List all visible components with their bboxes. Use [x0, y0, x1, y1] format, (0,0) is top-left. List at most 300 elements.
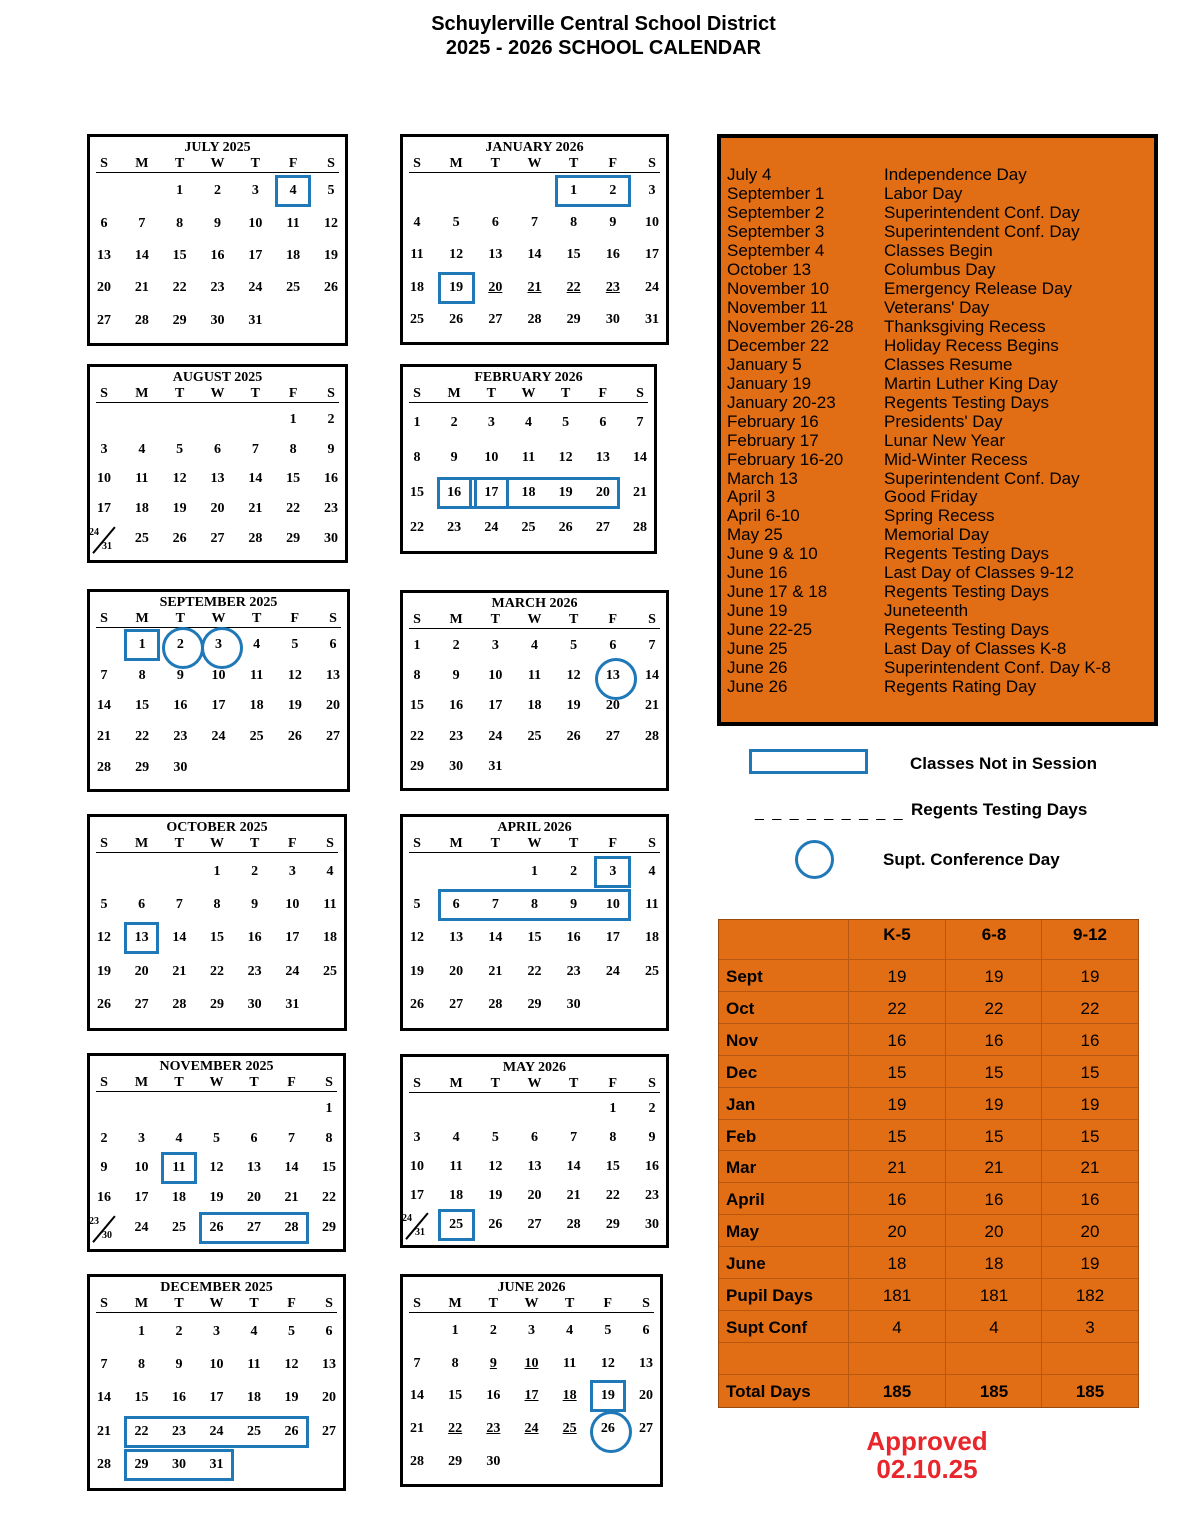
day-cell: 6: [138, 897, 146, 913]
week-row: [403, 210, 666, 236]
day-cell: 24: [209, 1423, 224, 1439]
day-cell: 23: [210, 280, 225, 296]
day-cell: 10: [248, 215, 263, 231]
day-cell: 6: [250, 1130, 258, 1146]
holiday-name: Veterans' Day: [884, 297, 990, 317]
day-cell: 17: [285, 930, 300, 946]
weekday-header: [90, 611, 347, 627]
day-cell: 9: [251, 897, 259, 913]
holiday-name: Superintendent Conf. Day: [884, 468, 1080, 488]
day-cell: 11: [250, 667, 264, 683]
weekday-label: T: [490, 1076, 500, 1091]
month-calendar: [87, 364, 348, 563]
conference-day-cell: 26: [591, 1416, 625, 1442]
day-cell: 1: [413, 414, 421, 430]
weekday-rule: [409, 852, 660, 853]
week-row: [90, 437, 345, 463]
week-row: [403, 892, 666, 918]
weekday-label: W: [527, 156, 542, 171]
weekday-label: S: [636, 386, 644, 401]
day-cell: 1: [325, 1100, 333, 1116]
day-cell: 30: [247, 997, 262, 1013]
table-row-label: Nov: [726, 1031, 759, 1050]
table-cell: 185: [882, 1382, 912, 1401]
day-cell: 28: [527, 311, 542, 327]
day-cell: 23: [173, 729, 188, 745]
table-cell: 21: [984, 1158, 1004, 1177]
day-cell: 20: [322, 1390, 336, 1406]
day-cell: 7: [138, 215, 146, 231]
table-row-label: June: [726, 1254, 766, 1273]
day-number: 24: [402, 1212, 412, 1224]
day-cell: 25: [249, 729, 264, 745]
no-school-box: [199, 1212, 310, 1244]
weekday-label: T: [174, 1296, 184, 1311]
day-cell: 17: [524, 1388, 539, 1404]
day-cell: 10: [134, 1160, 149, 1176]
week-row: [90, 693, 347, 719]
day-cell: 2: [251, 863, 259, 879]
day-cell: 7: [175, 897, 183, 913]
weekday-label: W: [209, 1296, 224, 1311]
day-cell: 5: [491, 1130, 499, 1146]
day-cell: 12: [97, 930, 111, 946]
table-cell: 15: [1080, 1127, 1100, 1146]
day-cell: 14: [284, 1160, 299, 1176]
day-cell: 21: [284, 1190, 299, 1206]
day-cell: 7: [531, 215, 538, 231]
day-cell: 14: [248, 471, 263, 487]
day-cell: 13: [247, 1160, 261, 1176]
day-cell: 21: [97, 729, 111, 745]
month-name: MARCH 2026: [491, 596, 578, 611]
day-cell: 26: [172, 531, 187, 547]
day-cell: 16: [97, 1190, 111, 1206]
day-cell: 20: [97, 280, 111, 296]
holiday-name: Superintendent Conf. Day K-8: [884, 658, 1111, 678]
day-cell: 14: [527, 247, 542, 263]
weekday-label: T: [488, 1296, 498, 1311]
day-cell: 22: [134, 1423, 149, 1439]
week-row: [90, 859, 344, 885]
legend-circle-swatch: [795, 840, 834, 879]
day-cell: 15: [410, 484, 424, 500]
approved-stamp: [827, 1427, 1027, 1483]
day-cell: 12: [566, 668, 581, 684]
day-cell: 16: [173, 698, 188, 714]
table-cell: 15: [887, 1127, 907, 1146]
day-cell: 29: [322, 1220, 336, 1236]
day-cell: 8: [325, 1130, 333, 1146]
day-cell: 25: [521, 519, 536, 535]
weekday-header: [403, 836, 666, 852]
day-cell: 25: [562, 1421, 577, 1437]
weekday-label: W: [210, 836, 224, 851]
day-cell: 4: [525, 414, 532, 430]
day-cell: 4: [326, 863, 334, 879]
month-name: MAY 2026: [502, 1060, 567, 1075]
week-row: [403, 1183, 666, 1209]
day-cell: 7: [636, 414, 644, 430]
day-cell: 17: [211, 698, 226, 714]
month-calendar: [400, 590, 669, 791]
table-cell: 19: [1080, 1254, 1100, 1273]
day-cell: 26: [324, 280, 338, 296]
day-cell: 7: [413, 1355, 421, 1371]
day-cell: 25: [286, 280, 301, 296]
weekday-label: W: [210, 386, 225, 401]
table-cell: [848, 1348, 946, 1372]
day-cell: 7: [570, 1130, 578, 1146]
weekday-label: M: [449, 612, 463, 627]
table-cell: 185: [979, 1382, 1009, 1401]
table-cell: 3: [1085, 1318, 1095, 1337]
day-cell: 27: [326, 729, 340, 745]
holiday-date: March 13: [727, 468, 798, 488]
weekday-label: T: [174, 386, 185, 401]
holiday-name: Holiday Recess Begins: [884, 335, 1059, 355]
day-cell: 5: [413, 897, 421, 913]
day-cell: 2: [648, 1101, 656, 1117]
table-row-label: Feb: [726, 1127, 757, 1146]
day-cell: 10: [488, 668, 503, 684]
day-cell: 1: [213, 863, 221, 879]
day-cell: 24: [488, 728, 503, 744]
day-cell: 3: [100, 441, 108, 457]
holiday-date: November 10: [727, 278, 830, 298]
week-row: [90, 755, 347, 781]
day-cell: 12: [287, 667, 302, 683]
day-cell: 15: [134, 1390, 149, 1406]
day-cell: 8: [531, 897, 538, 913]
day-cell: 6: [531, 1130, 538, 1146]
day-cell: 20: [639, 1388, 653, 1404]
month-calendar: [400, 134, 669, 345]
table-row-rule: [719, 1246, 1138, 1247]
month-calendar: [87, 1274, 346, 1491]
weekday-label: M: [447, 386, 461, 401]
week-row: [403, 724, 666, 750]
day-cell: 29: [134, 1457, 149, 1473]
table-row-label: Jan: [726, 1095, 756, 1114]
day-cell: 4: [253, 637, 261, 653]
conference-day-cell: 13: [596, 663, 630, 689]
no-school-box: [438, 1209, 475, 1241]
day-cell: 2: [327, 411, 335, 427]
day-cell: 8: [213, 897, 221, 913]
day-cell: 31: [645, 311, 659, 327]
weekday-label: S: [326, 836, 334, 851]
calendar-title: 2025 - 2026 SCHOOL CALENDAR: [445, 37, 762, 59]
week-rows: [90, 175, 345, 337]
day-cell: 8: [138, 1357, 145, 1373]
day-cell: 31: [488, 758, 503, 774]
day-cell: 15: [566, 247, 581, 263]
weekday-label: T: [490, 156, 500, 171]
day-cell: 25: [410, 311, 424, 327]
holiday-name: Presidents' Day: [884, 411, 1003, 431]
week-rows: [403, 405, 654, 545]
holiday-name: Emergency Release Day: [884, 278, 1073, 298]
day-cell: 1: [138, 1323, 145, 1339]
day-cell: 15: [448, 1388, 463, 1404]
holiday-name: Lunar New Year: [884, 430, 1005, 450]
day-number: 31: [415, 1226, 425, 1238]
day-cell: 22: [566, 279, 581, 295]
day-cell: 6: [325, 1323, 333, 1339]
day-cell: 29: [527, 997, 542, 1013]
weekday-rule: [409, 1312, 654, 1313]
day-cell: 17: [410, 1187, 424, 1203]
day-cell: 11: [286, 215, 300, 231]
day-cell: 19: [209, 1190, 224, 1206]
weekday-label: M: [449, 156, 463, 171]
week-rows: [403, 1095, 666, 1239]
weekday-label: W: [527, 836, 542, 851]
table-row-rule: [719, 1182, 1138, 1183]
day-cell: 4: [413, 215, 421, 231]
holiday-name: Columbus Day: [884, 259, 996, 279]
day-cell: 9: [176, 667, 184, 683]
day-cell: 15: [322, 1160, 336, 1176]
day-cell: 9: [450, 449, 458, 465]
split-day-cell: [87, 526, 121, 552]
day-cell: 8: [138, 667, 146, 683]
table-row-label: April: [726, 1190, 765, 1209]
month-calendar: [400, 1054, 669, 1248]
table-cell: 18: [887, 1254, 907, 1273]
day-cell: 22: [286, 501, 301, 517]
day-cell: 9: [489, 1355, 497, 1371]
weekday-label: S: [413, 156, 421, 171]
day-cell: 26: [284, 1423, 299, 1439]
table-row-label: Oct: [726, 999, 755, 1018]
table-header: K-5: [883, 925, 911, 944]
weekday-rule: [96, 1312, 337, 1313]
weekday-label: T: [249, 1075, 259, 1090]
day-cell: 14: [566, 1158, 581, 1174]
weekday-label: S: [325, 1296, 333, 1311]
day-cell: 29: [566, 311, 581, 327]
table-row-rule: [719, 1214, 1138, 1215]
table-header: 9-12: [1072, 925, 1108, 944]
day-cell: 3: [648, 183, 656, 199]
day-cell: 9: [452, 668, 460, 684]
table-row-rule: [719, 1023, 1138, 1024]
day-cell: 9: [100, 1160, 108, 1176]
day-cell: 22: [527, 963, 542, 979]
day-cell: 29: [210, 997, 224, 1013]
day-cell: 15: [172, 247, 187, 263]
month-calendar: [87, 134, 348, 346]
table-cell: 181: [882, 1286, 912, 1305]
weekday-label: S: [100, 611, 108, 626]
day-cell: 4: [531, 638, 538, 654]
day-cell: 22: [410, 728, 424, 744]
day-cell: 21: [97, 1423, 111, 1439]
week-row: [90, 959, 344, 985]
day-cell: 29: [448, 1453, 463, 1469]
week-rows: [90, 1315, 343, 1482]
day-cell: 22: [322, 1190, 336, 1206]
day-cell: 24: [645, 279, 659, 295]
weekday-label: S: [329, 611, 337, 626]
day-cell: 7: [251, 441, 259, 457]
table-row-label: Sept: [726, 967, 763, 986]
day-cell: 20: [527, 1187, 542, 1203]
day-cell: 2: [450, 414, 458, 430]
holiday-date: January 20-23: [727, 392, 836, 412]
day-cell: 27: [210, 531, 225, 547]
day-cell: 30: [172, 1457, 186, 1473]
day-cell: 23: [486, 1421, 501, 1437]
week-row: [90, 632, 347, 658]
weekday-rule: [96, 402, 339, 403]
day-cell: 30: [324, 531, 338, 547]
week-row: [90, 308, 345, 334]
weekday-header: [403, 1296, 660, 1312]
weekday-header: [90, 1075, 343, 1091]
week-row: [403, 992, 666, 1018]
month-name: JANUARY 2026: [485, 140, 584, 155]
day-cell: 11: [563, 1355, 577, 1371]
week-row: [403, 275, 666, 301]
day-cell: 13: [527, 1158, 542, 1174]
no-school-box: [275, 175, 311, 207]
week-row: [90, 892, 344, 918]
legend-dash-swatch: _ _ _ _ _ _ _ _ _: [755, 804, 905, 821]
day-cell: 6: [452, 897, 460, 913]
weekday-label: T: [568, 836, 579, 851]
day-cell: 30: [449, 758, 464, 774]
week-row: [90, 925, 344, 951]
day-cell: 26: [488, 1216, 503, 1232]
day-cell: 31: [209, 1457, 224, 1473]
day-cell: 18: [527, 698, 542, 714]
no-school-box: [438, 889, 632, 921]
week-row: [403, 1416, 660, 1442]
table-row-rule: [719, 1374, 1138, 1375]
day-cell: 27: [488, 311, 503, 327]
weekday-label: F: [608, 1076, 618, 1091]
day-cell: 5: [570, 638, 578, 654]
day-cell: 18: [286, 247, 301, 263]
weekday-header: [90, 386, 345, 402]
day-cell: 18: [562, 1388, 577, 1404]
no-school-box: [124, 1416, 310, 1448]
day-cell: 31: [285, 997, 300, 1013]
day-cell: 30: [645, 1216, 659, 1232]
day-cell: 21: [645, 698, 659, 714]
table-row-rule: [719, 959, 1138, 960]
day-cell: 11: [527, 668, 542, 684]
day-cell: 3: [138, 1130, 145, 1146]
day-cell: 14: [488, 930, 503, 946]
table-cell: 185: [1075, 1382, 1105, 1401]
day-cell: 26: [566, 728, 581, 744]
week-rows: [403, 855, 666, 1022]
day-cell: 8: [289, 441, 297, 457]
day-cell: 27: [322, 1423, 336, 1439]
no-school-box: [124, 922, 160, 954]
day-cell: 2: [609, 183, 617, 199]
table-cell: 16: [887, 1031, 907, 1050]
day-cell: 3: [288, 863, 296, 879]
no-school-box: [590, 1380, 626, 1412]
day-cell: 2: [570, 863, 578, 879]
day-cell: 27: [134, 997, 149, 1013]
day-cell: 12: [600, 1355, 615, 1371]
week-row: [90, 1319, 343, 1345]
day-cell: 24: [134, 1220, 149, 1236]
day-cell: 18: [247, 1390, 261, 1406]
month-calendar: [87, 814, 347, 1031]
day-cell: 19: [566, 698, 581, 714]
holiday-name: Regents Rating Day: [884, 677, 1037, 697]
day-cell: 24: [285, 963, 300, 979]
holiday-name: Classes Begin: [884, 240, 993, 260]
holiday-date: May 25: [727, 525, 783, 545]
day-cell: 18: [521, 484, 536, 500]
month-calendar: [87, 589, 350, 792]
weekday-label: F: [290, 611, 300, 626]
day-cell: 6: [599, 414, 607, 430]
weekday-label: M: [448, 1296, 462, 1311]
day-cell: 16: [605, 247, 620, 263]
table-cell: 22: [1080, 999, 1100, 1018]
day-cell: 8: [609, 1130, 617, 1146]
weekday-rule: [409, 402, 648, 403]
week-row: [90, 526, 345, 552]
weekday-label: W: [211, 611, 226, 626]
day-cell: 18: [134, 501, 149, 517]
weekday-label: T: [249, 1296, 259, 1311]
no-school-box: [555, 175, 631, 207]
table-row-rule: [719, 1119, 1138, 1120]
day-cell: 7: [491, 897, 499, 913]
weekday-rule: [409, 628, 660, 629]
day-cell: 13: [210, 471, 225, 487]
day-cell: 24: [211, 729, 226, 745]
day-cell: 21: [566, 1187, 581, 1203]
weekday-label: T: [564, 1296, 575, 1311]
day-cell: 23: [605, 279, 620, 295]
day-cell: 4: [452, 1130, 460, 1146]
day-cell: 14: [97, 1390, 111, 1406]
day-cell: 29: [172, 312, 187, 328]
holiday-date: June 9 & 10: [727, 544, 818, 564]
day-cell: 12: [449, 247, 464, 263]
holiday-name: Last Day of Classes K-8: [884, 639, 1067, 659]
day-cell: 17: [209, 1390, 224, 1406]
day-cell: 14: [172, 930, 187, 946]
day-cell: 6: [214, 441, 221, 457]
day-number: 23: [89, 1216, 99, 1228]
day-cell: 27: [605, 728, 620, 744]
day-cell: 18: [323, 930, 337, 946]
weekday-label: F: [608, 156, 618, 171]
holiday-date: September 4: [727, 240, 825, 260]
week-row: [403, 1449, 660, 1475]
day-cell: 15: [286, 471, 301, 487]
day-cell: 12: [324, 215, 338, 231]
holiday-name: Memorial Day: [884, 525, 989, 545]
day-cell: 5: [100, 897, 108, 913]
day-cell: 15: [135, 698, 150, 714]
month-calendar: [400, 814, 669, 1031]
week-row: [403, 307, 666, 333]
weekday-label: M: [135, 156, 149, 171]
